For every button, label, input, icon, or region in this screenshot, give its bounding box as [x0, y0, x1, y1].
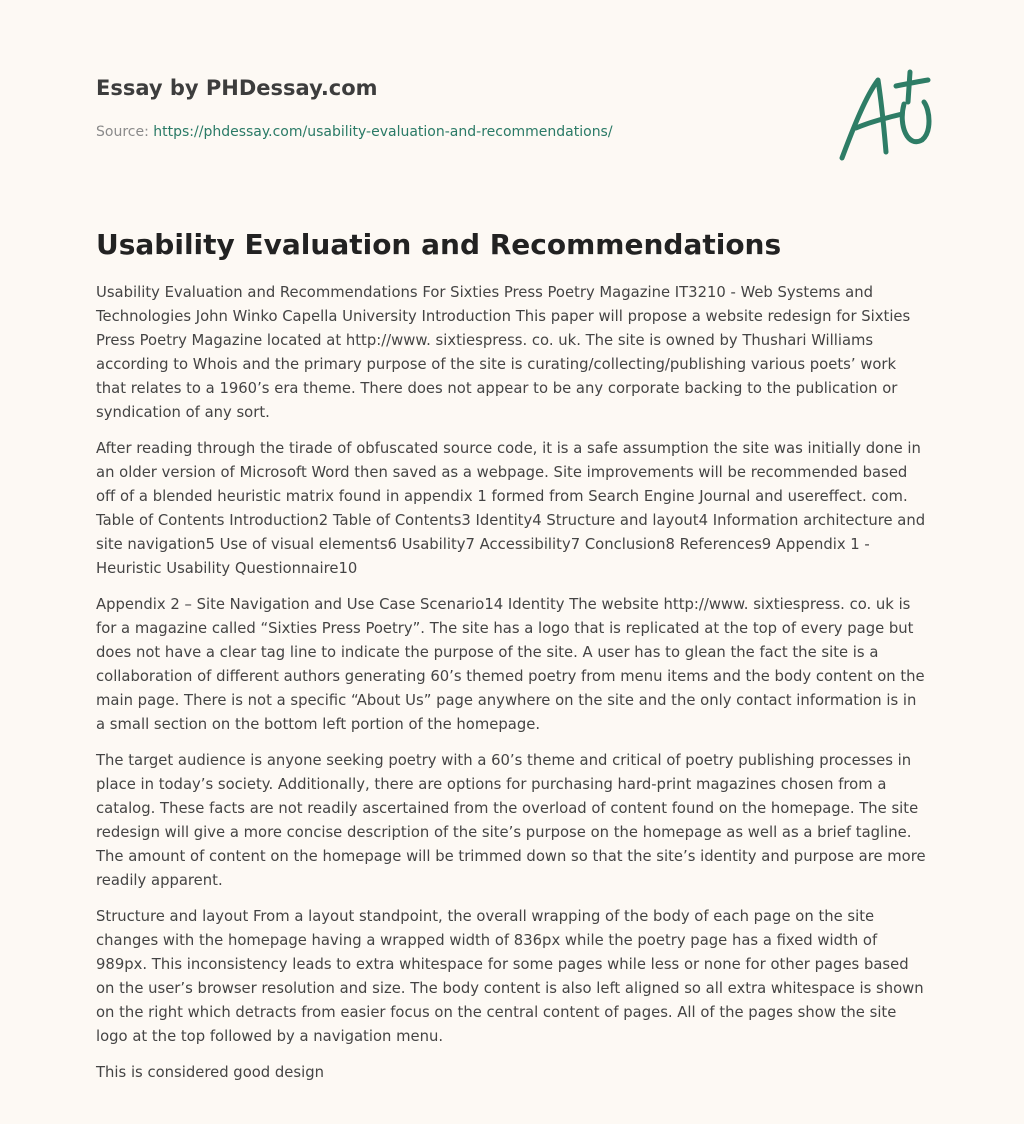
article-paragraph: Usability Evaluation and Recommendations For Sixties Press Poetry Magazine IT3210 - Web Systems and Technologies John Winko Capella University Introduction This paper will propose a website redesign for Sixties Press Poetry Magazine located at http://www. sixtiespress. co. uk. The site is owned by Thushari Williams according to Whois and the primary purpose of the site is curating/collecting/publishing various poets’ work that relates to a 1960’s era theme. There does not appear to be any corporate backing to the publication or syndication of any sort.	[96, 284, 911, 421]
article-paragraph: This is considered good design	[96, 1064, 324, 1081]
site-brand: Essay by PHDessay.com	[96, 76, 378, 100]
page-header	[96, 0, 928, 200]
article-body	[96, 281, 928, 1085]
source-line	[96, 124, 613, 140]
a-plus-grade-icon	[834, 66, 934, 166]
source-link[interactable]: https://phdessay.com/usability-evaluation-and-recommendations/	[153, 124, 613, 140]
source-label: Source:	[96, 124, 154, 140]
article-paragraph: Appendix 2 – Site Navigation and Use Case Scenario14 Identity The website http://www. sixtiespress. co. uk is for a magazine called “Sixties Press Poetry”. The site has a logo that is replicated at the top of every page but does not have a clear tag line to indicate the purpose of the site. A user has to glean the fact the site is a collaboration of different authors generating 60’s themed poetry from menu items and the body content on the main page. There is not a specific “About Us” page anywhere on the site and the only contact information is in a small section on the bottom left portion of the homepage.	[96, 596, 925, 733]
article-paragraph: Structure and layout From a layout standpoint, the overall wrapping of the body of each page on the site changes with the homepage having a wrapped width of 836px while the poetry page has a fixed width of 989px. This inconsistency leads to extra whitespace for some pages while less or none for other pages based on the user’s browser resolution and size. The body content is also left aligned so all extra whitespace is shown on the right which detracts from easier focus on the central content of pages. All of the pages show the site logo at the top followed by a navigation menu.	[96, 908, 924, 1045]
article-paragraph: The target audience is anyone seeking poetry with a 60’s theme and critical of poetry publishing processes in place in today’s society. Additionally, there are options for purchasing hard-print magazines chosen from a catalog. These facts are not readily ascertained from the overload of content found on the homepage. The site redesign will give a more concise description of the site’s purpose on the homepage as well as a brief tagline. The amount of content on the homepage will be trimmed down so that the site’s identity and purpose are more readily apparent.	[96, 752, 926, 889]
article-title: Usability Evaluation and Recommendations	[96, 228, 782, 261]
article-paragraph: After reading through the tirade of obfuscated source code, it is a safe assumption the site was initially done in an older version of Microsoft Word then saved as a webpage. Site improvements will be recommended based off of a blended heuristic matrix found in appendix 1 formed from Search Engine Journal and usereffect. com. Table of Contents Introduction2 Table of Contents3 Identity4 Structure and layout4 Information architecture and site navigation5 Use of visual elements6 Usability7 Accessibility7 Conclusion8 References9 Appendix 1 - Heuristic Usability Questionnaire10	[96, 440, 926, 577]
